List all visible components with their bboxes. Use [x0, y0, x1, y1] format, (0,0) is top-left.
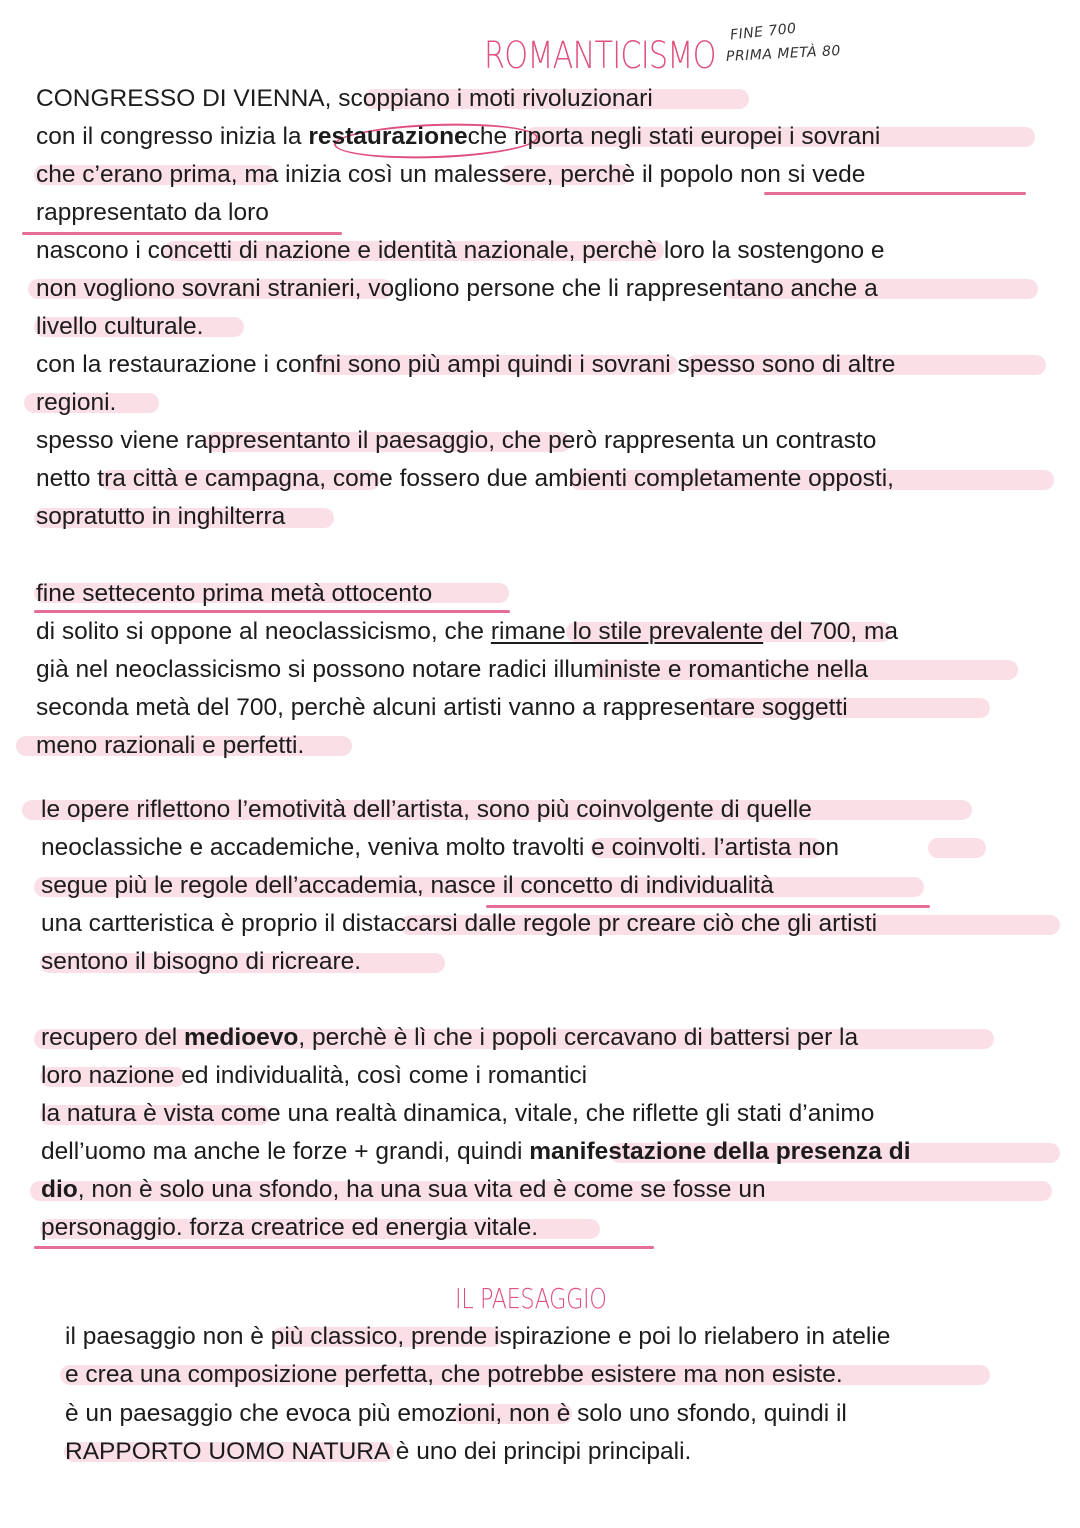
paragraph-line: è un paesaggio che evoca più emozioni, non è solo uno sfondo, quindi il	[65, 1400, 847, 1427]
paragraph-line: fine settecento prima metà ottocento	[36, 580, 433, 607]
keyword-restaurazione: restaurazione	[308, 123, 468, 150]
underlined-phrase: rimane lo stile prevalente	[490, 618, 764, 645]
paragraph-line: di solito si oppone al neoclassicismo, che rimane lo stile prevalente del 700, ma	[36, 618, 899, 645]
paragraph-line: segue più le regole dell’accademia, nasce il concetto di individualità	[41, 872, 774, 899]
paragraph-line: livello culturale.	[36, 313, 204, 340]
paragraph-line: e crea una composizione perfetta, che potrebbe esistere ma non esiste.	[65, 1361, 843, 1388]
paragraph-line: RAPPORTO UOMO NATURA è uno dei principi principali.	[65, 1438, 692, 1465]
keyword-medioevo: medioevo	[184, 1024, 299, 1051]
date-note-line1: FINE 700	[729, 20, 798, 44]
paragraph-line: il paesaggio non è più classico, prende ispirazione e poi lo rielabero in atelie	[65, 1323, 891, 1350]
paragraph-line: neoclassiche e accademiche, veniva molto travolti e coinvolti. l’artista non	[41, 834, 840, 861]
paragraph-line: netto tra città e campagna, come fossero due ambienti completamente opposti,	[36, 465, 894, 492]
paragraph-line: loro nazione ed individualità, così come i romantici	[41, 1062, 588, 1089]
keyword-manifestazione: manifestazione della presenza di	[529, 1138, 911, 1165]
paragraph-line: sentono il bisogno di ricreare.	[41, 948, 362, 975]
paragraph-line: nascono i concetti di nazione e identità nazionale, perchè loro la sostengono e	[36, 237, 885, 264]
paragraph-line: meno razionali e perfetti.	[36, 732, 305, 759]
paragraph-line: con il congresso inizia la restaurazioneche riporta negli stati europei i sovrani	[36, 123, 881, 150]
paragraph-line: già nel neoclassicismo si possono notare radici illuministe e romantiche nella	[36, 656, 869, 683]
paragraph-line: spesso viene rappresentanto il paesaggio, che però rappresenta un contrasto	[36, 427, 877, 454]
paragraph-line: personaggio. forza creatrice ed energia vitale.	[41, 1214, 539, 1241]
paragraph-line: seconda metà del 700, perchè alcuni artisti vanno a rappresentare soggetti	[36, 694, 848, 721]
paragraph-line: una cartteristica è proprio il distaccarsi dalle regole pr creare ciò che gli artisti	[41, 910, 878, 937]
paragraph-line: sopratutto in inghilterra	[36, 503, 286, 530]
paragraph-line: dell’uomo ma anche le forze + grandi, quindi manifestazione della presenza di	[41, 1138, 911, 1165]
paragraph-line: la natura è vista come una realtà dinamica, vitale, che riflette gli stati d’animo	[41, 1100, 875, 1127]
date-note-line2: PRIMA METÀ 80	[725, 43, 842, 65]
paragraph-line: recupero del medioevo, perchè è lì che i popoli cercavano di battersi per la	[41, 1024, 859, 1051]
paragraph-line: dio, non è solo una sfondo, ha una sua vita ed è come se fosse un	[41, 1176, 766, 1203]
page-title: ROMANTICISMO	[484, 34, 716, 77]
paragraph-line: regioni.	[36, 389, 117, 416]
paragraph-line: che c’erano prima, ma inizia così un malessere, perchè il popolo non si vede	[36, 161, 866, 188]
section-title: IL PAESAGGIO	[455, 1282, 607, 1315]
paragraph-line: CONGRESSO DI VIENNA, scoppiano i moti rivoluzionari	[36, 85, 653, 112]
paragraph-line: rappresentato da loro	[36, 199, 269, 226]
paragraph-line: con la restaurazione i confni sono più ampi quindi i sovrani spesso sono di altre	[36, 351, 896, 378]
paragraph-line: le opere riflettono l’emotività dell’artista, sono più coinvolgente di quelle	[41, 796, 812, 823]
paragraph-line: non vogliono sovrani stranieri, vogliono persone che li rappresentano anche a	[36, 275, 878, 302]
